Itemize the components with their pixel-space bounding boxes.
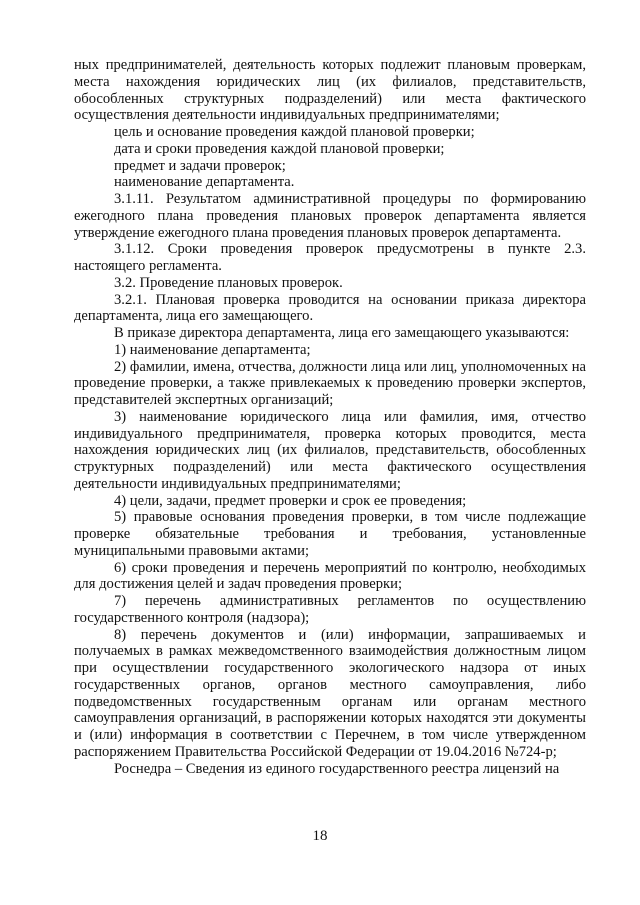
paragraph-continuation: ных предпринимателей, деятельность которых подлежит плановым проверкам, места нахождения юридических лиц (их филиалов, представительств, обособленных структурных подразделений) или места фактического осуществления деятельности индивидуальных предпринимателями; [74, 57, 586, 124]
plan-item-dates: дата и сроки проведения каждой плановой проверки; [114, 140, 445, 157]
paragraph-3-1-12: 3.1.12. Сроки проведения проверок предусмотрены в пункте 2.3. настоящего регламента. [74, 241, 586, 274]
order-item-4: 4) цели, задачи, предмет проверки и срок ее проведения; [114, 492, 467, 509]
order-item-1: 1) наименование департамента; [114, 341, 311, 358]
order-item-5: 5) правовые основания проведения проверки, в том числе подлежащие проверке обязательные требования и требования, установленные муниципальными правовыми актами; [74, 509, 586, 559]
paragraph-3-2-1: 3.2.1. Плановая проверка проводится на основании приказа директора департамента, лица его замещающего. [74, 291, 586, 325]
paragraph-3-1-11: 3.1.11. Результатом административной процедуры по формированию ежегодного плана проведения плановых проверок департамента является утверждение ежегодного плана проведения плановых проверок департамента. [74, 191, 586, 241]
plan-item-subject: предмет и задачи проверок; [114, 157, 286, 174]
page-number: 18 [312, 828, 328, 844]
order-item-7: 7) перечень административных регламентов по осуществлению государственного контроля (надзора); [74, 593, 586, 626]
section-3-2-heading: 3.2. Проведение плановых проверок. [114, 274, 343, 291]
plan-item-department: наименование департамента. [114, 174, 295, 191]
order-contents-intro: В приказе директора департамента, лица его замещающего указываются: [114, 325, 570, 341]
order-item-6: 6) сроки проведения и перечень мероприятий по контролю, необходимых для достижения целей и задач проведения проверки; [74, 559, 586, 593]
order-item-8: 8) перечень документов и (или) информации, запрашиваемых и получаемых в рамках межведомственного взаимодействия должностным лицом при осуществлении государственного экологического надзора от иных государственных органов, органов местного самоуправления, либо подведомственных государственным органам или органам местного самоуправления организаций, в распоряжении которых находятся эти документы и (или) информация в соответствии с Перечнем, в том числе утвержденном распоряжением Правительства Российской Федерации от 19.04.2016 №724-р; [74, 626, 586, 760]
paragraph-rosnedra: Роснедра – Сведения из единого государственного реестра лицензий на [114, 760, 560, 777]
order-item-2: 2) фамилии, имена, отчества, должности лица или лиц, уполномоченных на проведение проверки, а также привлекаемых к проведению проверки экспертов, представителей экспертных организаций; [74, 358, 586, 408]
document-body [74, 57, 586, 777]
plan-item-goal: цель и основание проведения каждой плановой проверки; [114, 124, 475, 140]
order-item-3: 3) наименование юридического лица или фамилия, имя, отчество индивидуального предпринимателя, проверка которых проводится, места нахождения юридических лиц (их филиалов, представительств, обособленных структурных подразделений) или места фактического осуществления деятельности индивидуальных предпринимателями; [74, 408, 586, 492]
